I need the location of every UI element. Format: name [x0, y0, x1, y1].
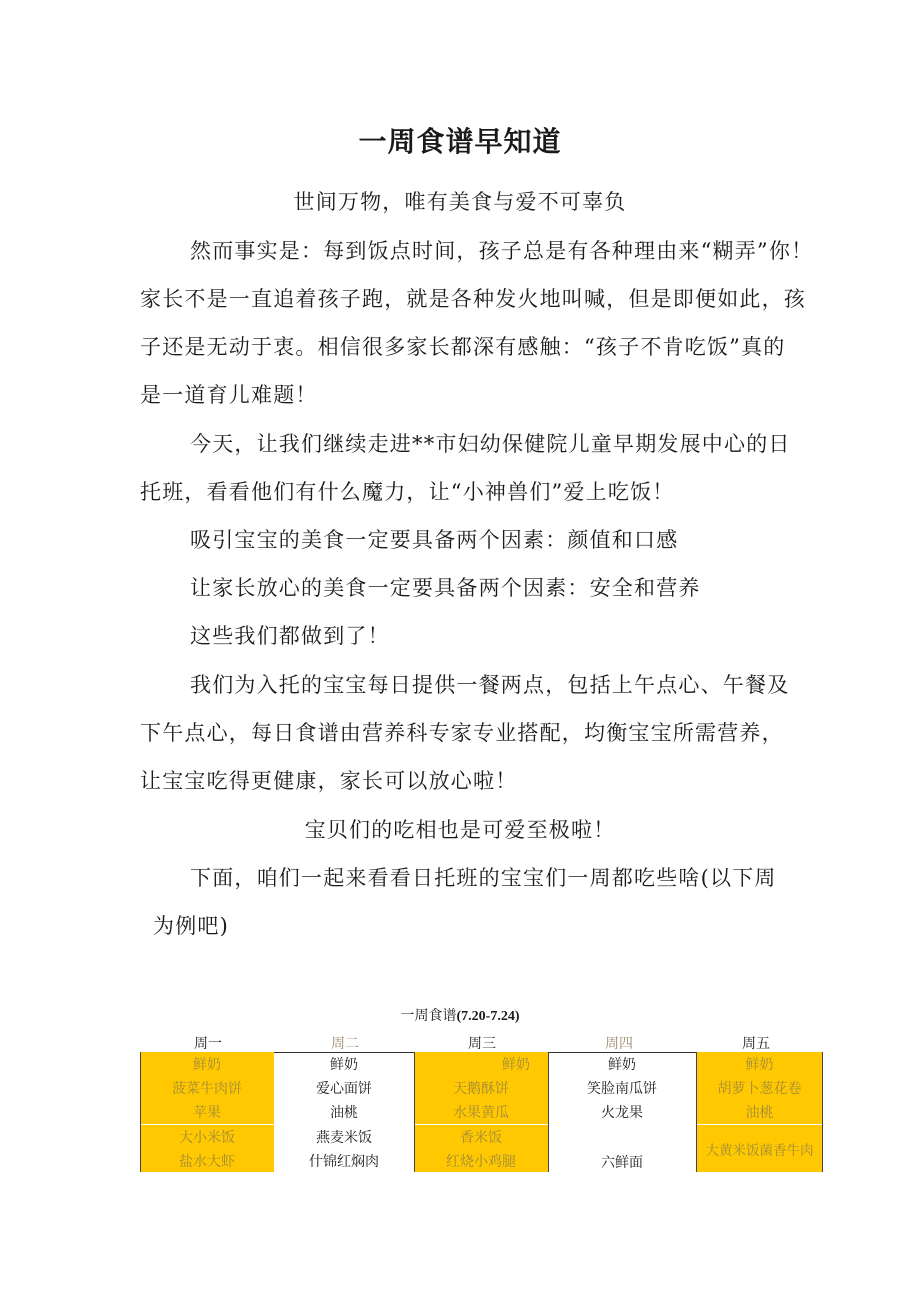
- menu-caption-dates: (7.20-7.24): [456, 1009, 520, 1024]
- menu-item: 大小米饭: [179, 1131, 235, 1146]
- menu-item: 菠菜牛肉饼: [172, 1082, 242, 1097]
- table-divider: [548, 1052, 549, 1172]
- menu-item: 什锦红焖肉: [309, 1155, 379, 1170]
- table-divider: [696, 1052, 697, 1172]
- menu-item: 胡萝卜葱花卷: [717, 1082, 802, 1097]
- menu-item: 盐水大虾: [179, 1155, 235, 1170]
- paragraph-line: 今天，让我们继续走进**市妇幼保健院儿童早期发展中心的日: [190, 432, 791, 456]
- paragraph-line: 然而事实是：每到饭点时间，孩子总是有各种理由来“糊弄”你！: [190, 239, 814, 263]
- menu-item: 苹果: [193, 1106, 221, 1121]
- day-header-mon: 周一: [194, 1037, 222, 1052]
- menu-column-thu: [548, 1052, 696, 1172]
- paragraph-line: 下午点心，每日食谱由营养科专家专业搭配，均衡宝宝所需营养，: [140, 721, 784, 745]
- menu-item: 火龙果: [601, 1106, 643, 1121]
- menu-item: 油桃: [745, 1106, 774, 1121]
- menu-item: 鲜奶: [193, 1058, 221, 1073]
- paragraph-line: 宝贝们的吃相也是可爱至极啦！: [304, 818, 616, 842]
- paragraph-line: 是一道育儿难题！: [140, 383, 318, 407]
- menu-item: 六鲜面: [601, 1156, 643, 1171]
- menu-column-wed: [414, 1052, 548, 1172]
- table-divider: [414, 1052, 415, 1172]
- menu-block-lunch: [140, 1125, 274, 1172]
- weekday-header: [140, 1033, 823, 1053]
- paragraph-line: 让家长放心的美食一定要具备两个因素：安全和营养: [190, 576, 701, 600]
- menu-item: 鲜奶: [745, 1058, 774, 1073]
- paragraph-line: 让宝宝吃得更健康，家长可以放心啦！: [140, 769, 518, 793]
- day-header-thu: 周四: [605, 1037, 633, 1052]
- menu-column-tue: [274, 1052, 414, 1172]
- menu-item: 水果黄瓜: [453, 1106, 509, 1121]
- menu-block-lunch: [696, 1125, 823, 1172]
- paragraph-line: 这些我们都做到了！: [190, 624, 390, 648]
- menu-item: 鲜奶: [502, 1058, 530, 1073]
- menu-block-snack: [696, 1052, 823, 1124]
- day-header-fri: 周五: [742, 1037, 770, 1052]
- menu-caption: [0, 1005, 920, 1025]
- paragraph-line: 我们为入托的宝宝每日提供一餐两点，包括上午点心、午餐及: [190, 673, 790, 697]
- menu-item: 大黄米饭菌香牛肉: [705, 1143, 814, 1158]
- page-title: 一周食谱早知道: [358, 125, 562, 158]
- paragraph-line: 世间万物，唯有美食与爱不可辜负: [293, 190, 627, 214]
- menu-item: 燕麦米饭: [316, 1131, 372, 1146]
- paragraph-line: 下面，咱们一起来看看日托班的宝宝们一周都吃些啥(以下周: [190, 866, 777, 890]
- menu-block-snack: [414, 1052, 548, 1124]
- menu-block-lunch: [414, 1125, 548, 1172]
- menu-item: 爱心面饼: [316, 1082, 372, 1097]
- menu-item: 鲜奶: [330, 1058, 358, 1073]
- paragraph-line: 为例吧): [153, 914, 229, 938]
- weekly-menu-table: [140, 1052, 823, 1172]
- day-header-wed: 周三: [468, 1037, 496, 1052]
- menu-item: 红烧小鸡腿: [446, 1155, 516, 1170]
- menu-item: 鲜奶: [608, 1058, 636, 1073]
- paragraph-line: 子还是无动于衷。相信很多家长都深有感触：“孩子不肯吃饭”真的: [140, 335, 786, 359]
- menu-item: 天鹅酥饼: [453, 1082, 509, 1097]
- menu-caption-label: 一周食谱: [400, 1009, 457, 1024]
- menu-item: 笑脸南瓜饼: [587, 1082, 657, 1097]
- paragraph-line: 家长不是一直追着孩子跑，就是各种发火地叫喊，但是即便如此，孩: [140, 287, 806, 311]
- table-border-left: [140, 1052, 141, 1172]
- table-border-right: [822, 1052, 823, 1172]
- paragraph-line: 吸引宝宝的美食一定要具备两个因素：颜值和口感: [190, 528, 679, 552]
- paragraph-line: 托班，看看他们有什么魔力，让“小神兽们”爱上吃饭！: [140, 480, 675, 504]
- menu-column-mon: [140, 1052, 274, 1172]
- day-header-tue: 周二: [331, 1037, 359, 1052]
- menu-block-snack: [140, 1052, 274, 1124]
- menu-item: 油桃: [330, 1106, 358, 1121]
- menu-item: 香米饭: [460, 1131, 502, 1146]
- menu-column-fri: [696, 1052, 823, 1172]
